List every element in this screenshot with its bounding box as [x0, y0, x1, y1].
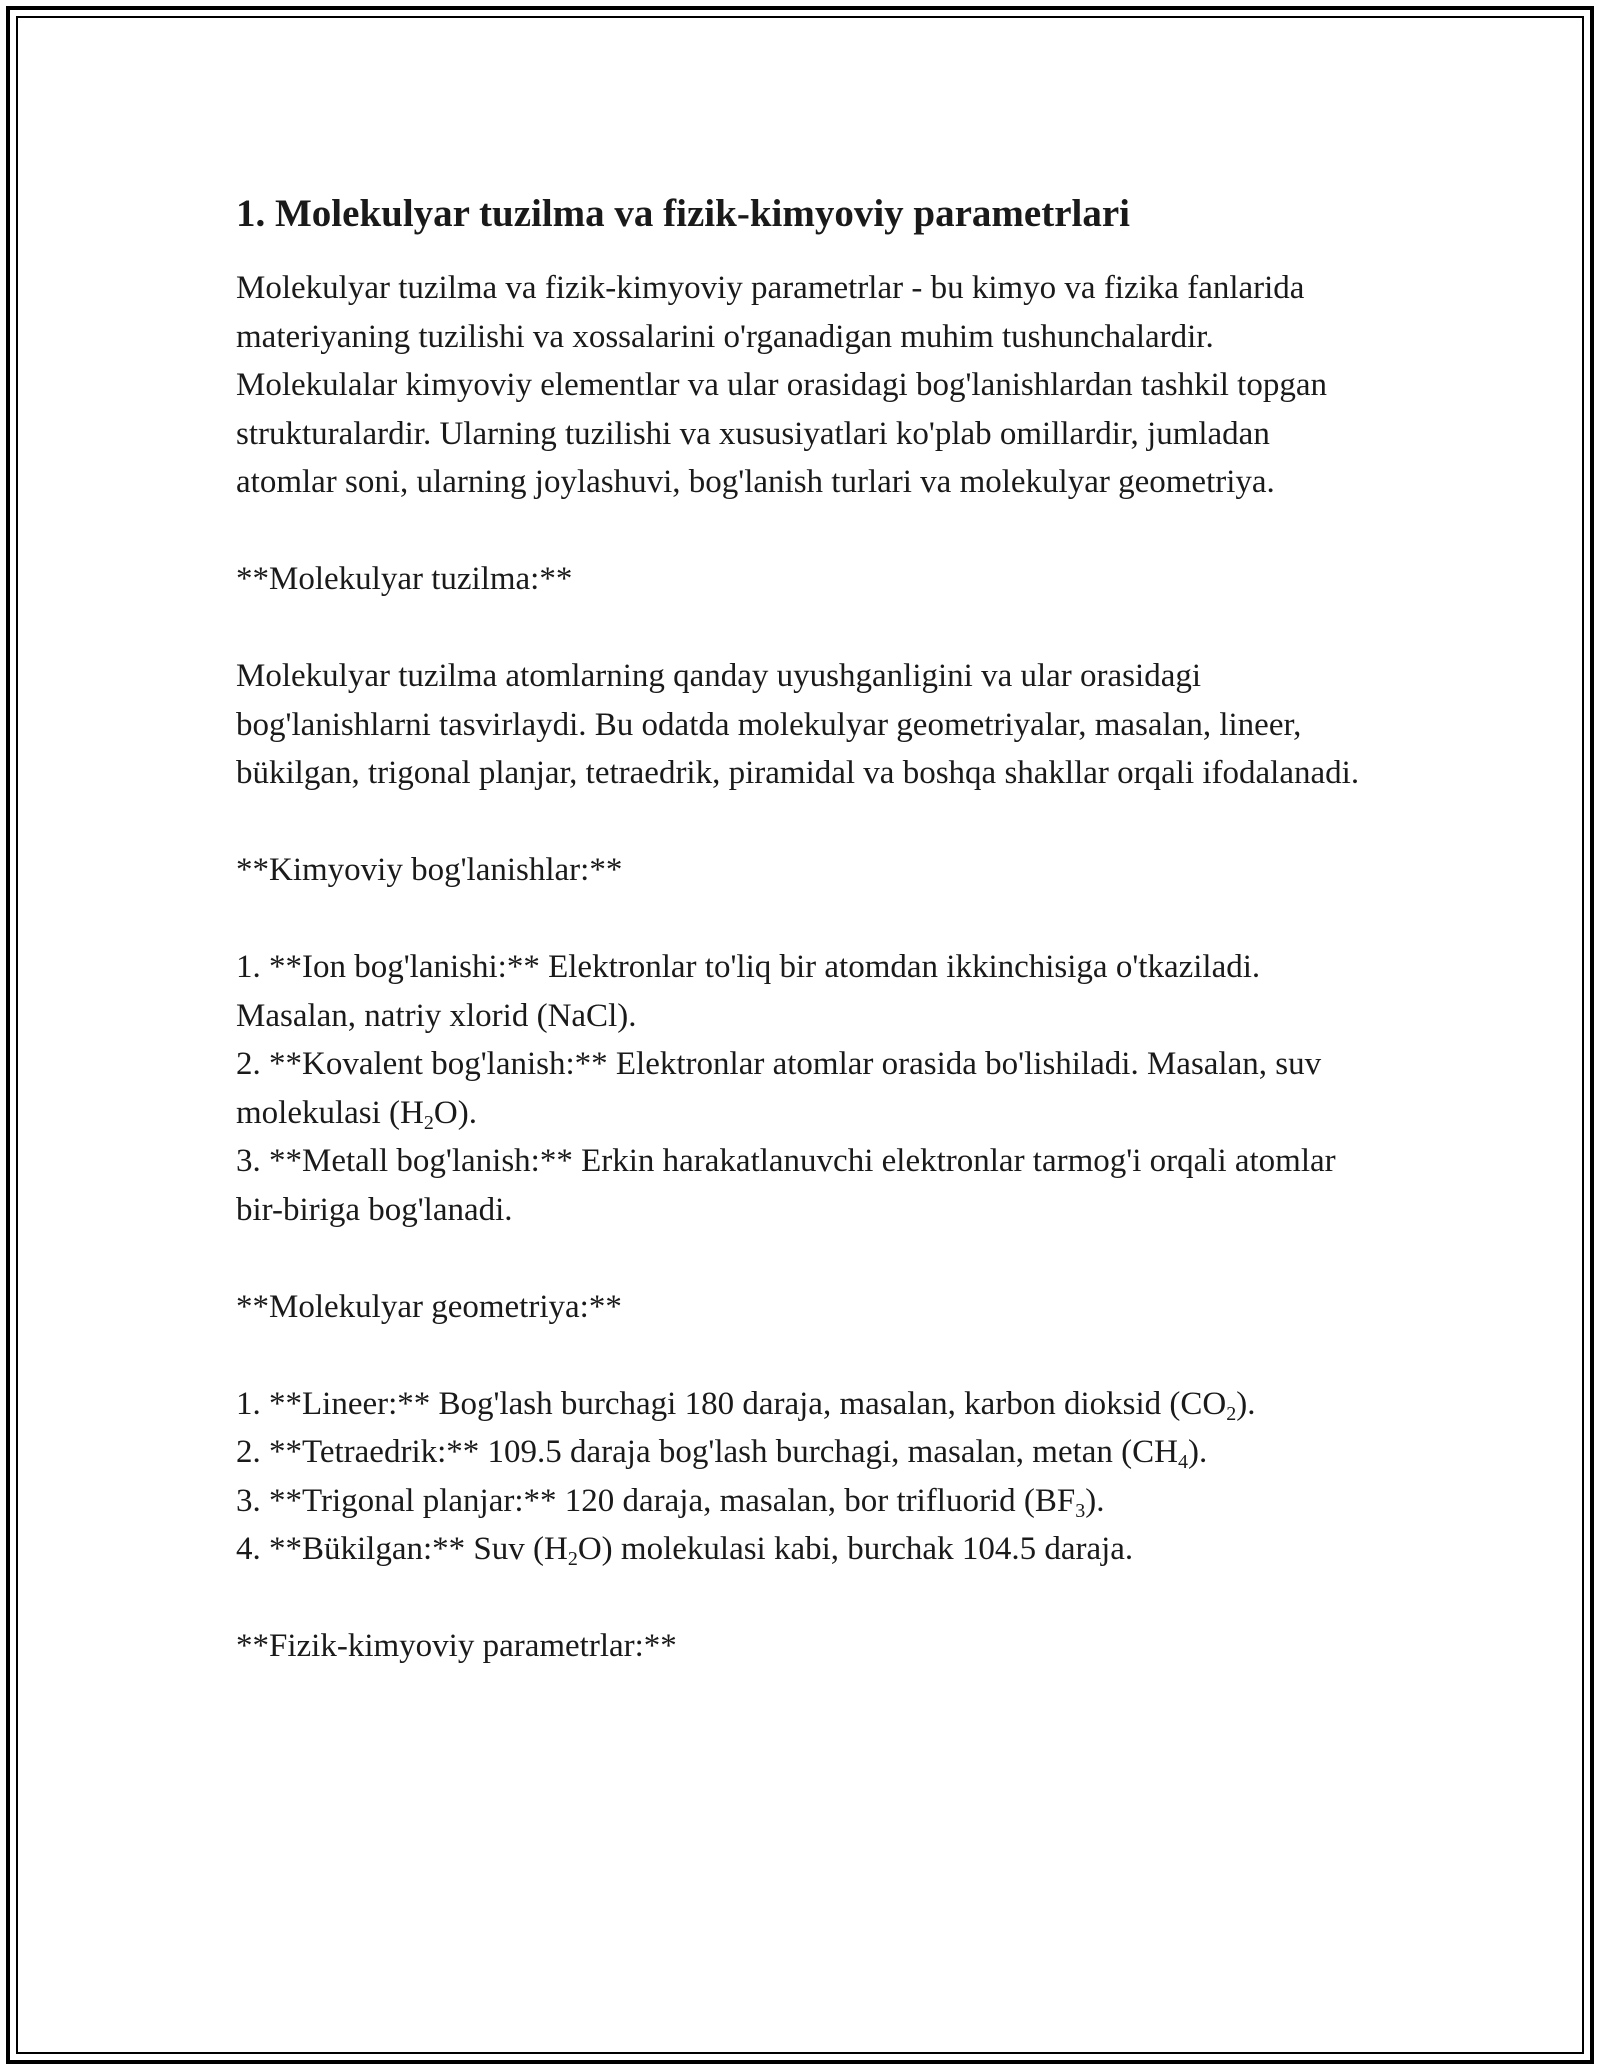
bond-item-covalent	[236, 1040, 1366, 1137]
geometry-item-trigonal-text: 3. **Trigonal planjar:** 120 daraja, masalan, bor trifluorid (BF	[236, 1482, 1076, 1519]
structure-title: **Molekulyar tuzilma:**	[236, 561, 573, 597]
geometry-item-bent	[236, 1525, 1366, 1574]
subscript: 2	[423, 1111, 434, 1134]
geometry-item-bent-text: 4. **Bükilgan:** Suv (H	[236, 1531, 568, 1567]
subscript: 3	[1075, 1499, 1086, 1522]
params-title: **Fizik-kimyoviy parametrlar:**	[236, 1628, 677, 1664]
geometry-item-linear-text: 1. **Lineer:** Bog'lash burchagi 180 daraja, masalan, karbon dioksid (CO	[236, 1385, 1227, 1422]
bond-item-metallic: 3. **Metall bog'lanish:** Erkin harakatlanuvchi elektronlar tarmog'i orqali atomlar bir-biriga bog'lanadi.	[236, 1143, 1336, 1228]
subscript: 2	[1226, 1402, 1237, 1425]
document-content	[236, 186, 1366, 1671]
geometry-item-tetrahedral-tail: ).	[1188, 1434, 1208, 1470]
structure-paragraph: Molekulyar tuzilma atomlarning qanday uyushganligini va ular orasidagi bog'lanishlarni tasvirlaydi. Bu odatda molekulyar geometriyalar, masalan, lineer, bükilgan, trigonal planjar, tetraedrik, piramidal va boshqa shakllar orqali ifodalanadi.	[236, 658, 1360, 791]
bond-item-covalent-tail: O).	[433, 1094, 477, 1131]
geometry-item-tetrahedral-text: 2. **Tetraedrik:** 109.5 daraja bog'lash burchagi, masalan, metan (CH	[236, 1434, 1179, 1470]
geometry-item-trigonal	[236, 1477, 1366, 1526]
section-heading: 1. Molekulyar tuzilma va fizik-kimyoviy parametrlari	[236, 192, 1130, 235]
geometry-item-trigonal-tail: ).	[1085, 1482, 1105, 1519]
bond-item-covalent-text: 2. **Kovalent bog'lanish:** Elektronlar atomlar orasida bo'lishiladi. Masalan, suv molekulasi (H	[236, 1046, 1322, 1131]
bond-item-ionic: 1. **Ion bog'lanishi:** Elektronlar to'liq bir atomdan ikkinchisiga o'tkaziladi. Masalan, natriy xlorid (NaCl).	[236, 949, 1261, 1034]
subscript: 2	[567, 1548, 578, 1570]
subscript: 4	[1178, 1451, 1189, 1473]
geometry-item-bent-tail: O) molekulasi kabi, burchak 104.5 daraja.	[577, 1531, 1134, 1567]
geometry-item-linear	[236, 1380, 1366, 1429]
geometry-item-linear-tail: ).	[1236, 1385, 1256, 1422]
geometry-item-tetrahedral	[236, 1428, 1366, 1477]
geometry-title: **Molekulyar geometriya:**	[236, 1288, 622, 1325]
bonds-title: **Kimyoviy bog'lanishlar:**	[236, 852, 623, 888]
intro-paragraph: Molekulyar tuzilma va fizik-kimyoviy parametrlar - bu kimyo va fizika fanlarida materiyaning tuzilishi va xossalarini o'rganadigan muhim tushunchalardir. Molekulalar kimyoviy elementlar va ular orasidagi bog'lanishlardan tashkil topgan strukturalardir. Ularning tuzilishi va xususiyatlari ko'plab omillardir, jumladan atomlar soni, ularning joylashuvi, bog'lanish turlari va molekulyar geometriya.	[236, 270, 1327, 500]
